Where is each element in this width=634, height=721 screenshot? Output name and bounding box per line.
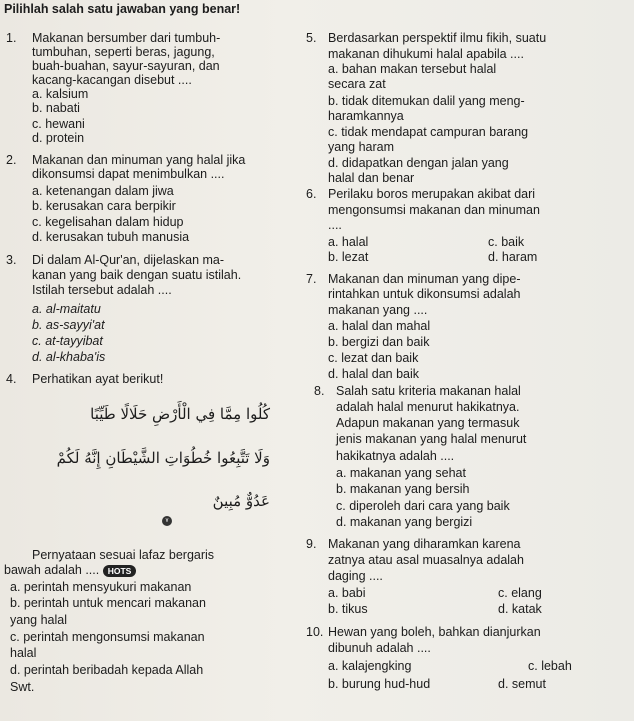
q5-number: 5. (306, 31, 317, 45)
q2-option-d[interactable]: d. kerusakan tubuh manusia (32, 230, 190, 244)
q6-line: .... (328, 218, 342, 232)
q7-line: Makanan dan minuman yang dipe- (328, 272, 521, 286)
q5-option-c-cont: yang haram (328, 140, 395, 154)
q10-number: 10. (306, 625, 324, 639)
q4-arabic-line: وَلَا تَتَّبِعُوا خُطُوَاتِ الشَّيْطَانِ إِنَّهُ لَكُمْ (56, 449, 270, 467)
q8-line: adalah halal menurut hakikatnya. (336, 400, 520, 414)
q9-line: daging .... (328, 569, 383, 583)
q9-option-d[interactable]: d. katak (498, 602, 542, 616)
q8-line: Salah satu kriteria makanan halal (336, 384, 521, 398)
q5-option-a[interactable]: a. bahan makan tersebut halal (328, 62, 497, 76)
q1-line: tumbuhan, seperti beras, jagung, (32, 45, 215, 59)
hots-badge: HOTS (103, 565, 137, 577)
q7-option-a[interactable]: a. halal dan mahal (328, 319, 431, 333)
q6-line: mengonsumsi makanan dan minuman (328, 203, 540, 217)
q6-number: 6. (306, 187, 317, 201)
q2-line: dikonsumsi dapat menimbulkan .... (32, 167, 225, 181)
q4-option-d[interactable]: d. perintah beribadah kepada Allah (10, 663, 204, 677)
q6-option-d[interactable]: d. haram (488, 250, 538, 264)
q8-option-a[interactable]: a. makanan yang sehat (336, 466, 466, 480)
q1-number: 1. (6, 31, 17, 45)
q9-option-c[interactable]: c. elang (498, 586, 542, 600)
q3-option-b[interactable]: b. as-sayyi'at (32, 318, 105, 332)
worksheet-title: Pilihlah salah satu jawaban yang benar! (4, 2, 241, 16)
q5-option-b-cont: haramkannya (328, 109, 404, 123)
q9-line: zatnya atau asal muasalnya adalah (328, 553, 524, 567)
q4-option-c[interactable]: c. perintah mengonsumsi makanan (10, 630, 205, 644)
q1-option-d[interactable]: d. protein (32, 131, 85, 145)
q7-line: makanan yang .... (328, 303, 428, 317)
q8-option-b[interactable]: b. makanan yang bersih (336, 482, 470, 496)
q3-option-d[interactable]: d. al-khaba'is (32, 350, 106, 364)
q10-option-d[interactable]: d. semut (498, 677, 546, 691)
q9-number: 9. (306, 537, 317, 551)
q1-line: buah-buahan, sayur-sayuran, dan (32, 59, 220, 73)
q1-option-c[interactable]: c. hewani (32, 117, 85, 131)
q10-option-c[interactable]: c. lebah (528, 659, 572, 673)
q5-option-d[interactable]: d. didapatkan dengan jalan yang (328, 156, 509, 170)
q3-line: kanan yang baik dengan suatu istilah. (32, 268, 242, 282)
q8-number: 8. (314, 384, 325, 398)
q8-line: jenis makanan yang halal menurut (336, 432, 527, 446)
q8-line: Adapun makanan yang termasuk (336, 416, 520, 430)
q2-number: 2. (6, 153, 17, 167)
q4-line: Perhatikan ayat berikut! (32, 372, 164, 386)
q4-option-a[interactable]: a. perintah mensyukuri makanan (10, 580, 192, 594)
q5-option-c[interactable]: c. tidak mendapat campuran barang (328, 125, 529, 139)
q10-option-a[interactable]: a. kalajengking (328, 659, 412, 673)
q9-option-b[interactable]: b. tikus (328, 602, 368, 616)
q2-option-a[interactable]: a. ketenangan dalam jiwa (32, 184, 174, 198)
q7-option-b[interactable]: b. bergizi dan baik (328, 335, 430, 349)
q3-option-a[interactable]: a. al-maitatu (32, 302, 101, 316)
q1-option-b[interactable]: b. nabati (32, 101, 80, 115)
q4-stem: Pernyataan sesuai lafaz bergaris (32, 548, 215, 562)
q6-option-c[interactable]: c. baik (488, 235, 525, 249)
q4-arabic-line: عَدُوٌّ مُبِينٌ (212, 492, 270, 510)
q4-option-d-cont: Swt. (10, 680, 35, 694)
q8-option-c[interactable]: c. diperoleh dari cara yang baik (336, 499, 510, 513)
q7-option-d[interactable]: d. halal dan baik (328, 367, 420, 381)
q10-line: Hewan yang boleh, bahkan dianjurkan (328, 625, 541, 639)
q5-option-d-cont: halal dan benar (328, 171, 415, 185)
q4-option-c-cont: halal (10, 646, 37, 660)
q4-number: 4. (6, 372, 17, 386)
q4-stem (4, 563, 136, 577)
q4-option-b[interactable]: b. perintah untuk mencari makanan (10, 596, 206, 610)
q5-option-b[interactable]: b. tidak ditemukan dalil yang meng- (328, 94, 525, 108)
q3-number: 3. (6, 253, 17, 267)
q10-line: dibunuh adalah .... (328, 641, 431, 655)
q1-line: Makanan bersumber dari tumbuh- (32, 31, 221, 45)
q1-option-a[interactable]: a. kalsium (32, 87, 89, 101)
q4-option-b-cont: yang halal (10, 613, 67, 627)
q6-option-b[interactable]: b. lezat (328, 250, 369, 264)
q3-line: Di dalam Al-Qur'an, dijelaskan ma- (32, 253, 225, 267)
q2-option-b[interactable]: b. kerusakan cara berpikir (32, 199, 176, 213)
q3-option-c[interactable]: c. at-tayyibat (32, 334, 103, 348)
q8-option-d[interactable]: d. makanan yang bergizi (336, 515, 473, 529)
verse-number-icon: ۷ (162, 516, 172, 526)
q9-line: Makanan yang diharamkan karena (328, 537, 521, 551)
q5-line: makanan dihukumi halal apabila .... (328, 47, 524, 61)
q7-option-c[interactable]: c. lezat dan baik (328, 351, 419, 365)
q10-option-b[interactable]: b. burung hud-hud (328, 677, 431, 691)
q7-line: rintahkan untuk dikonsumsi adalah (328, 287, 521, 301)
q5-line: Berdasarkan perspektif ilmu fikih, suatu (328, 31, 547, 45)
q5-option-a-cont: secara zat (328, 77, 386, 91)
q8-line: hakikatnya adalah .... (336, 449, 455, 463)
q6-line: Perilaku boros merupakan akibat dari (328, 187, 536, 201)
q2-option-c[interactable]: c. kegelisahan dalam hidup (32, 215, 184, 229)
q1-line: kacang-kacangan disebut .... (32, 73, 192, 87)
q4-arabic-line: كُلُوا مِمَّا فِي الْأَرْضِ حَلَالًا طَيِّبًا (90, 405, 270, 423)
q9-option-a[interactable]: a. babi (328, 586, 366, 600)
q3-line: Istilah tersebut adalah .... (32, 283, 172, 297)
q7-number: 7. (306, 272, 317, 286)
q2-line: Makanan dan minuman yang halal jika (32, 153, 246, 167)
q6-option-a[interactable]: a. halal (328, 235, 369, 249)
q4-stem-text: bawah adalah .... (4, 563, 100, 577)
